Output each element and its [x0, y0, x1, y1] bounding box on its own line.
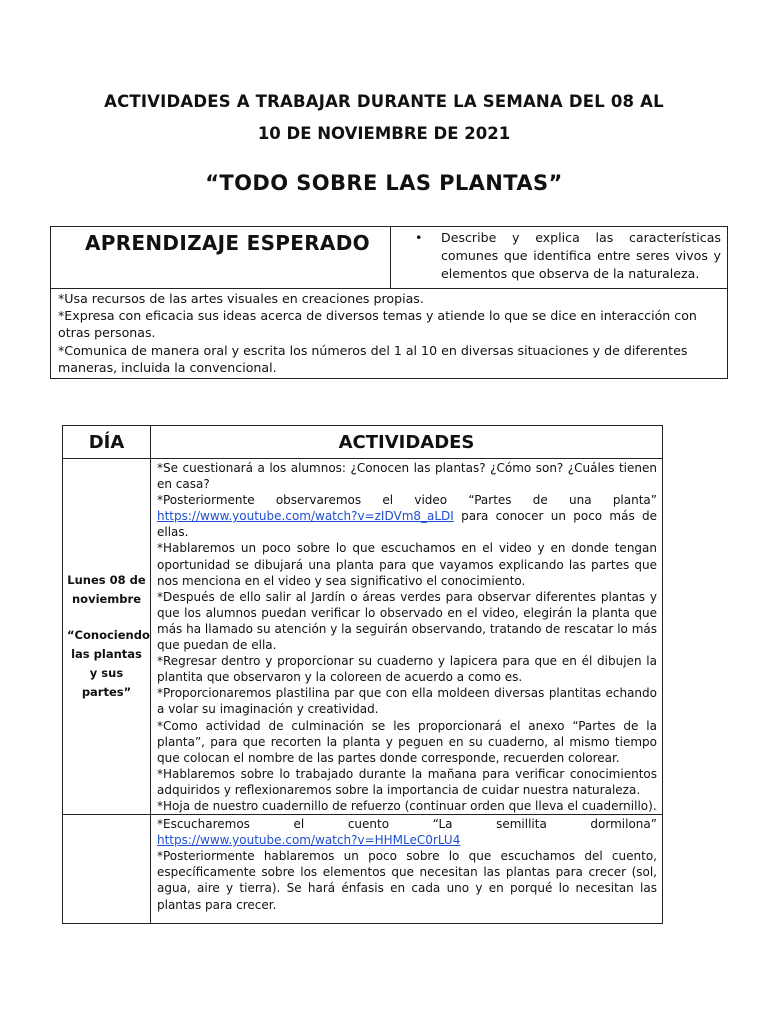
word: semillita: [496, 817, 547, 832]
youtube-link[interactable]: https://www.youtube.com/watch?v=zIDVm8_aLDI: [157, 509, 454, 524]
activity-paragraph: *Proporcionaremos plastilina par que con ella moldeen diversas plantitas echando a volar su imaginación y creatividad.: [157, 686, 657, 717]
activities-cell: [151, 815, 663, 924]
aprendizaje-item: *Usa recursos de las artes visuales en creaciones propias.: [58, 291, 424, 306]
day-cell: [63, 459, 151, 815]
aprendizaje-bullet-text: Describe y explica las características comunes que identifica entre seres vivos y elementos que observa de la naturaleza.: [441, 230, 721, 281]
word: dormilona”: [590, 817, 657, 832]
activity-paragraph: *Posteriormente hablaremos un poco sobre lo que escuchamos del cuento, específicamente sobre los elementos que necesitan las plantas para crecer (sol, agua, aire y tierra). Se hará énfasis en cada uno y en porqué lo necesitan las plantas para crecer.: [157, 849, 657, 912]
table-row: [63, 459, 663, 815]
aprendizaje-items: [51, 289, 727, 378]
activity-paragraph: *Hablaremos sobre lo trabajado durante la mañana para verificar conocimientos adquiridos y reflexionaremos sobre la importancia de cuidar nuestra naturaleza.: [157, 766, 657, 797]
activity-paragraph-link: [157, 832, 657, 848]
theme-title: “TODO SOBRE LAS PLANTAS”: [205, 171, 563, 195]
activities-cell: [151, 459, 663, 815]
word: observaremos: [275, 493, 362, 508]
day-cell: [63, 815, 151, 924]
day-label: Lunes 08 de noviembre: [67, 573, 146, 607]
word: *Posteriormente: [157, 493, 255, 508]
aprendizaje-item: *Comunica de manera oral y escrita los números del 1 al 10 en diversas situaciones y de diferentes maneras, incluida la convencional.: [58, 342, 688, 375]
word: cuento: [347, 817, 390, 832]
link-followup-text: para conocer un poco más de ellas.: [157, 509, 657, 540]
column-header-activities: ACTIVIDADES: [151, 426, 663, 459]
aprendizaje-item: *Expresa con eficacia sus ideas acerca de diversos temas y atiende lo que se dice en interacción con otras personas.: [58, 308, 697, 341]
youtube-link[interactable]: https://www.youtube.com/watch?v=HHMLeC0rLU4: [157, 833, 461, 848]
word: “Partes: [468, 493, 512, 508]
aprendizaje-heading: APRENDIZAJE ESPERADO: [51, 227, 391, 288]
title-line-2: 10 DE NOVIEMBRE DE 2021: [257, 124, 511, 143]
word: *Escucharemos: [157, 817, 250, 832]
table-row: [63, 815, 663, 924]
table-header-row: [63, 426, 663, 459]
aprendizaje-table: [50, 226, 728, 379]
activity-paragraph-story: [157, 816, 657, 832]
word: planta”: [612, 493, 657, 508]
activity-paragraph-video: [157, 492, 657, 508]
activities-table: [62, 425, 663, 924]
word: “La: [432, 817, 453, 832]
word: el: [293, 817, 305, 832]
activity-paragraph: *Se cuestionará a los alumnos: ¿Conocen las plantas? ¿Cómo son? ¿Cuáles tienen en casa?: [157, 461, 657, 492]
activity-paragraph: *Hablaremos un poco sobre lo que escuchamos en el video y en donde tengan oportunidad se dibujará una planta para que vayamos explicando las partes que nos menciona en el video y sea significativo el conocimiento.: [157, 541, 657, 588]
aprendizaje-bullet: [391, 227, 727, 288]
word: el: [382, 493, 394, 508]
title-line-1: ACTIVIDADES A TRABAJAR DURANTE LA SEMANA DEL 08 AL: [104, 92, 664, 111]
aprendizaje-header-row: [51, 227, 727, 289]
word: de: [532, 493, 548, 508]
word: video: [414, 493, 448, 508]
activity-paragraph: *Después de ello salir al Jardín o áreas verdes para observar diferentes plantas y que los alumnos puedan verificar lo observado en el video, elegirán la planta que más ha llamado su atención y la seguirán observando, tratando de rescatar lo más que puedan de ella.: [157, 589, 657, 653]
activity-paragraph-link: [157, 508, 657, 540]
day-topic: “Conociendo las plantas y sus partes”: [67, 628, 150, 700]
activity-paragraph: *Regresar dentro y proporcionar su cuaderno y lapicera para que en él dibujen la plantita que observaron y la coloreen de acuerdo a como es.: [157, 654, 657, 685]
column-header-day: DÍA: [63, 426, 151, 459]
word: una: [569, 493, 592, 508]
activity-paragraph: *Hoja de nuestro cuadernillo de refuerzo (continuar orden que lleva el cuadernillo).: [157, 798, 657, 813]
activity-paragraph: *Como actividad de culminación se les proporcionará el anexo “Partes de la planta”, para que recorten la planta y peguen en su cuaderno, al mismo tiempo que colocan el nombre de las partes donde corresponde, recuerden colorear.: [157, 718, 657, 765]
bullet-dot: •: [415, 230, 423, 245]
